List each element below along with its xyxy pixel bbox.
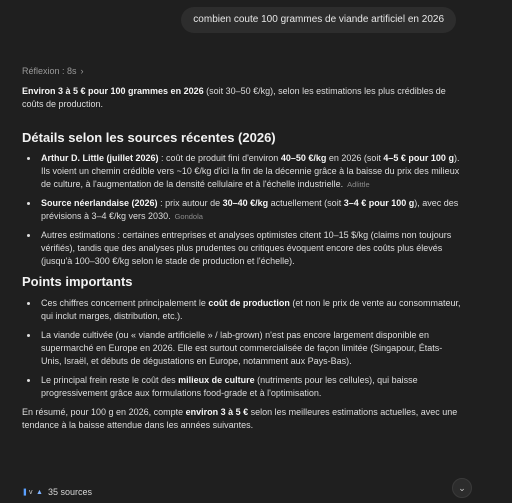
chevron-right-icon: ›: [80, 66, 84, 76]
favicon-icon: ▲: [36, 488, 43, 496]
bold-text: coût de production: [208, 298, 290, 308]
text: actuellement (soit: [268, 198, 344, 208]
bold-text: milieux de culture: [178, 375, 255, 385]
summary-paragraph: [22, 406, 462, 432]
text: En résumé, pour 100 g en 2026, compte: [22, 407, 186, 417]
sources-label: 35 sources: [48, 487, 93, 497]
chevron-down-icon: ⌄: [458, 483, 466, 493]
source-link-adlittle[interactable]: Adlittle: [347, 180, 370, 189]
text: ). Ils voient un chemin crédible vers ~10 €/kg d'ici la fin de la décennie grâce à la baisse du prix des milieux de culture, à l'augmentation de la densité cellulaire et à l'échelle industrielle.: [41, 153, 460, 189]
list-item: [39, 297, 462, 323]
favicon-icon: ❚: [22, 488, 28, 496]
list-item: [39, 374, 462, 400]
bold-text: environ 3 à 5 €: [185, 407, 249, 417]
details-list: [22, 152, 462, 268]
text: Autres estimations : certaines entreprises et analyses optimistes citent 10–15 $/kg (claims non toujours vérifiés), tandis que des analyses plus prudentes ou critiques évoquent encore des coûts plus élevés (jusqu'à 100–300 €/kg selon le stade de production et l'échelle).: [41, 230, 452, 266]
bold-text: 40–50 €/kg: [280, 153, 327, 163]
list-item: [39, 197, 462, 223]
list-item: [39, 229, 462, 268]
bold-text: Arthur D. Little (juillet 2026): [41, 153, 159, 163]
bold-text: 30–40 €/kg: [222, 198, 269, 208]
text: : prix autour de: [157, 198, 223, 208]
list-item: [39, 329, 462, 368]
intro-bold: Environ 3 à 5 € pour 100 grammes en 2026: [22, 86, 204, 96]
text: La viande cultivée (ou « viande artificielle » / lab-grown) n'est pas encore largement disponible en supermarché en Europe en 2026. Elle est surtout commercialisée de façon limitée (Singapour, États-Unis, Israël, et débuts de dégustations en Europe, notamment aux Pays-Bas).: [41, 330, 443, 366]
scroll-down-button[interactable]: [452, 478, 472, 498]
user-message-text: combien coute 100 grammes de viande artificiel en 2026: [193, 14, 444, 25]
source-favicons: [22, 488, 43, 497]
points-heading: Points importants: [22, 274, 133, 289]
assistant-response: [22, 85, 462, 432]
bold-text: 3–4 € pour 100 g: [343, 198, 415, 208]
favicon-icon: v: [29, 488, 33, 496]
intro-text: (soit 30–50 €/kg), selon les estimations les plus crédibles de coûts de production.: [22, 86, 446, 109]
text: selon les meilleures estimations actuelles, avec une tendance à la baisse attendue dans les années suivantes.: [22, 407, 458, 430]
text: : coût de produit fini d'environ: [158, 153, 281, 163]
source-link-gondola[interactable]: Gondola: [174, 212, 203, 221]
reflection-toggle[interactable]: [22, 66, 84, 76]
text: (nutriments pour les cellules), qui baisse progressivement grâce aux formulations food-grade et à l'optimisation.: [41, 375, 418, 398]
text: ), avec des prévisions à 3–4 €/kg vers 2030.: [41, 198, 459, 221]
user-message-bubble: [181, 7, 456, 33]
intro-paragraph: [22, 85, 462, 111]
text: (et non le prix de vente au consommateur, qui inclut marges, distribution, etc.).: [41, 298, 461, 321]
list-item: [39, 152, 462, 191]
details-heading: Détails selon les sources récentes (2026): [22, 130, 276, 145]
text: Le principal frein reste le coût des: [41, 375, 179, 385]
reflection-label: Réflexion : 8s: [22, 66, 77, 76]
points-list: [22, 297, 462, 400]
bold-text: Source néerlandaise (2026): [41, 198, 158, 208]
text: en 2026 (soit: [326, 153, 384, 163]
sources-button[interactable]: [22, 487, 92, 497]
text: Ces chiffres concernent principalement le: [41, 298, 209, 308]
bold-text: 4–5 € pour 100 g: [383, 153, 454, 163]
